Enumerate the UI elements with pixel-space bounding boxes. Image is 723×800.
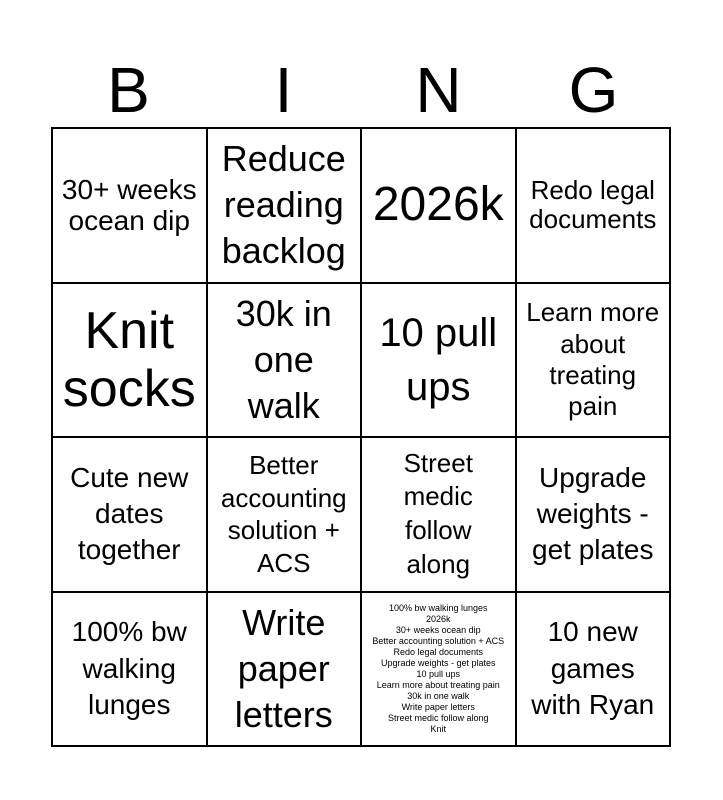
cell-label: Street medic follow along xyxy=(403,447,473,580)
cell-label: 30+ weeks ocean dip xyxy=(61,173,197,237)
bingo-cell[interactable] xyxy=(517,129,672,284)
bingo-cell[interactable] xyxy=(53,593,208,748)
cell-label: Better accounting solution + ACS xyxy=(220,450,347,578)
bingo-cell[interactable] xyxy=(517,438,672,593)
bingo-cell[interactable] xyxy=(517,593,672,748)
free-space-item: Write paper letters xyxy=(401,701,475,712)
header-letter-n: N xyxy=(415,54,462,126)
cell-label: 100% bw walking lunges xyxy=(71,616,187,720)
free-space-item: Knit xyxy=(430,723,446,734)
bingo-cell[interactable] xyxy=(208,129,363,284)
bingo-free-space[interactable] xyxy=(362,593,517,748)
cell-label: 30k in one walk xyxy=(235,292,332,426)
bingo-header xyxy=(51,52,671,128)
bingo-cell[interactable] xyxy=(53,284,208,439)
free-space-item: 2026k xyxy=(425,613,451,624)
free-space-item: Upgrade weights - get plates xyxy=(380,657,496,668)
cell-label: Cute new dates together xyxy=(70,461,189,566)
bingo-cell[interactable] xyxy=(208,284,363,439)
cell-label: Write paper letters xyxy=(234,601,333,735)
bingo-cell[interactable] xyxy=(208,438,363,593)
free-space-item: 30k in one walk xyxy=(407,690,470,701)
cell-label: 10 pull ups xyxy=(379,310,498,409)
free-space-item: 30+ weeks ocean dip xyxy=(395,624,481,635)
bingo-cell[interactable] xyxy=(53,438,208,593)
cell-label: 10 new games with Ryan xyxy=(531,616,655,720)
header-letter-g: G xyxy=(568,54,619,126)
free-space-item: Learn more about treating pain xyxy=(376,679,500,690)
cell-label: Reduce reading backlog xyxy=(221,138,346,272)
cell-label: Upgrade weights - get plates xyxy=(532,461,654,566)
free-space-item: Redo legal documents xyxy=(393,646,484,657)
bingo-cell[interactable] xyxy=(517,284,672,439)
cell-label: Learn more about treating pain xyxy=(526,297,660,421)
cell-label: Knit socks xyxy=(62,301,196,418)
bingo-cell[interactable] xyxy=(208,593,363,748)
free-space-item: 10 pull ups xyxy=(416,668,461,679)
free-space-item: Street medic follow along xyxy=(387,712,489,723)
bingo-cell[interactable] xyxy=(53,129,208,284)
bingo-cell[interactable] xyxy=(362,438,517,593)
bingo-board xyxy=(51,127,671,747)
cell-label: 2026k xyxy=(372,178,504,232)
bingo-cell[interactable] xyxy=(362,129,517,284)
free-space-list xyxy=(372,603,504,735)
free-space-item: 100% bw walking lunges xyxy=(388,602,488,613)
bingo-cell[interactable] xyxy=(362,284,517,439)
header-letter-b: B xyxy=(107,54,150,126)
free-space-item: Better accounting solution + ACS xyxy=(372,635,505,646)
header-letter-i: I xyxy=(274,54,293,126)
cell-label: Redo legal documents xyxy=(529,175,657,235)
